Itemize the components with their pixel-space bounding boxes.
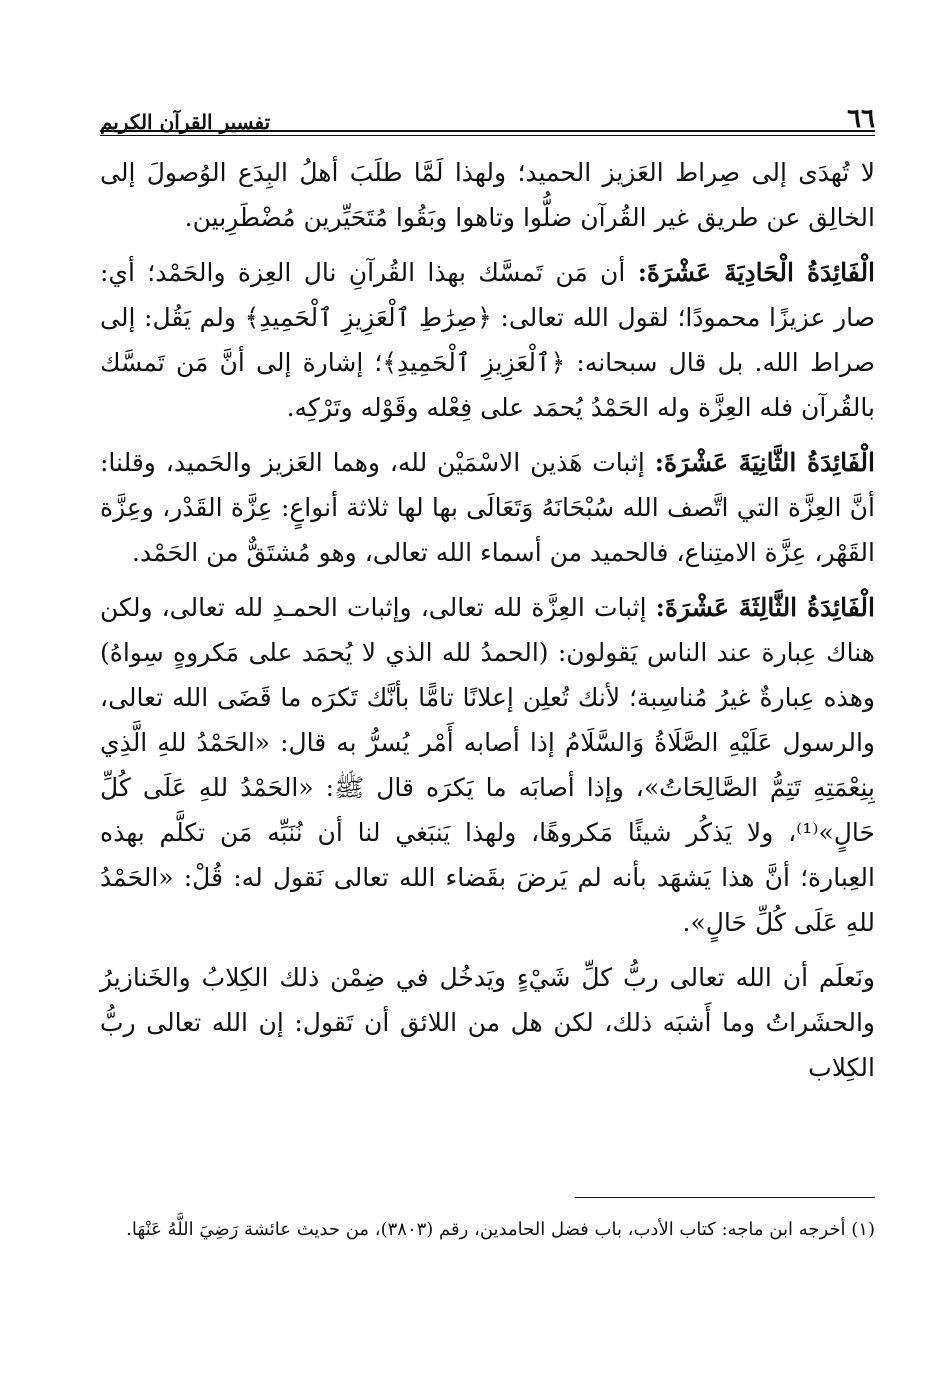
paragraph-text: أن مَن تَمسَّك بهذا القُرآنِ نال العِزة والحَمْد؛ أي: صار عزيزًا محمودًا؛ لقول الله تعالى: ﴿صِرَٰطِ ٱلْعَزِيزِ ٱلْحَمِيدِ﴾ ولم يَقُل: إلى صراط الله. بل قال سبحانه: ﴿ٱلْعَزِيزِ ٱلْحَمِيدِ﴾؛ إشارة إلى أنَّ مَن تَمسَّك بالقُرآن فله العِزَّة وله الحَمْدُ يُحمَد على فِعْله وقَوْله وتَرْكِه.: [100, 258, 875, 422]
paragraph: [100, 585, 875, 945]
paragraph: [100, 150, 875, 240]
paragraph-text: إثبات هَذين الاسْمَيْن لله، وهما العَزيز والحَميد، وقلنا: أنَّ العِزَّة التي اتَّصف الله سُبْحَانَهُ وَتَعَالَى بها لها ثلاثة أنواعٍ: عِزَّة القَدْر، وعِزَّة القَهْر، عِزَّة الامتِناع، فالحميد من أسماء الله تعالى، وهو مُشتَقٌّ من الحَمْد.: [100, 448, 875, 567]
running-title: تفسير القرآن الكريم: [100, 110, 271, 134]
paragraph-text: ونَعلَم أن الله تعالى ربُّ كلِّ شَيْءٍ ويَدخُل في ضِمْن ذلك الكِلابُ والخَنازيرُ والحشَراتُ وما أَشبَه ذلك، لكن هل من اللائق أن تَقول: إن الله تعالى ربُّ الكِلاب: [100, 963, 875, 1082]
main-text: [100, 150, 875, 1100]
paragraph: [100, 955, 875, 1090]
paragraph: [100, 440, 875, 575]
benefit-heading: الْفَائِدَةُ الثَّانِيَةَ عَشْرَةَ:: [654, 448, 875, 477]
benefit-heading: الْفَائِدَةُ الْحَادِيَةَ عَشْرَةَ:: [637, 258, 876, 287]
footnotes: [100, 1212, 875, 1248]
footnote: (١) أخرجه ابن ماجه: كتاب الأدب، باب فضل الحامدين، رقم (٣٨٠٣)، من حديث عائشة رَضِيَ اللَّهُ عَنْهَا.: [126, 1219, 875, 1240]
paragraph-text: إثبات العِزَّة لله تعالى، وإثبات الحمـدِ لله تعالى، ولكن هناك عِبارة عند الناس يَقولون: (الحمدُ لله الذي لا يُحمَد على مَكروهٍ سِواهُ) وهذه عِبارةٌ غيرُ مُناسِبة؛ لأنك تُعلِن إعلانًا تامًّا بأنَّك تَكرَه ما قَضَى الله تعالى، والرسول عَلَيْهِ الصَّلَاةُ وَالسَّلَامُ إذا أصابه أَمْر يُسرُّ به قال: «الحَمْدُ للهِ الَّذِي بِنِعْمَتِهِ تَتِمُّ الصَّالِحَاتُ»، وإذا أصابَه ما يَكرَه قال ﷺ: «الحَمْدُ للهِ عَلَى كُلِّ حَالٍ»⁽¹⁾، ولا يَذكُر شيئًا مَكروهًا، ولهذا يَنبَغي لنا أن نُنَبِّه مَن تكلَّم بهذه العِبارة؛ أنَّ هذا يَشهَد بأنه لم يَرضَ بقَضاء الله تعالى نَقول له: قُلْ: «الحَمْدُ للهِ عَلَى كُلِّ حَالٍ».: [100, 593, 875, 937]
page-number: ٦٦: [847, 104, 875, 134]
benefit-heading: الْفَائِدَةُ الثَّالِثَةَ عَشْرَةَ:: [655, 593, 875, 622]
page-header: [100, 96, 875, 132]
paragraph-text: لا تُهدَى إلى صِراط العَزيز الحميد؛ ولهذا لَمَّا طلَبَ أهلُ البِدَع الوُصولَ إلى الخالِق عن طريق غير القُرآن ضلُّوا وتاهوا وبَقُوا مُتَحَيِّرين مُضْطَرِبين.: [100, 158, 875, 232]
header-divider: [100, 130, 875, 136]
paragraph: [100, 250, 875, 430]
footnote-divider: [575, 1197, 875, 1198]
